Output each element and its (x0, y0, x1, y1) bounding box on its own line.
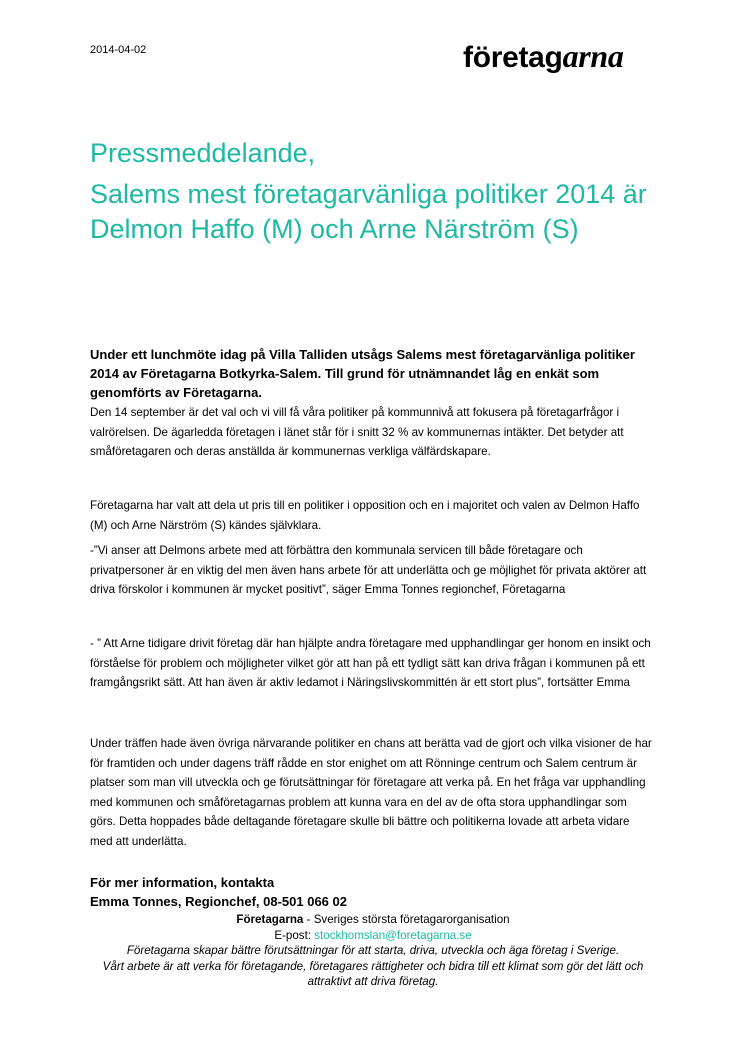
contact-block (90, 873, 347, 911)
footer-email-label: E-post: (274, 928, 315, 942)
footer-mission-2: Vårt arbete är att verka för företagande, företagares rättigheter och bidra till ett klimat som gör det lätt och attraktivt att driva företag. (102, 959, 644, 988)
headline: Salems mest företagarvänliga politiker 2014 är Delmon Haffo (M) och Arne Närström (S) (90, 179, 647, 244)
quote-paragraph: -”Vi anser att Delmons arbete med att förbättra den kommunala servicen till både företagare och privatpersoner är en viktig del men även hans arbete för att underlätta och ge möjlighet för privata aktörer att driva förskolor i kommunen är mycket positivt”, säger Emma Tonnes regionchef, Företagarna (90, 544, 647, 596)
footer-mission-1: Företagarna skapar bättre förutsättningar för att starta, driva, utveckla och äga företag i Sverige. (126, 944, 620, 957)
press-release-label: Pressmeddelande, (90, 138, 316, 168)
logo-text-part1: företag (463, 41, 563, 74)
footer (90, 912, 656, 990)
footer-org-line (90, 912, 656, 928)
press-release-date: 2014-04-02 (90, 44, 147, 56)
logo-text-part2: arna (562, 38, 624, 74)
contact-heading: För mer information, kontakta (90, 875, 275, 890)
body-paragraph: Den 14 september är det val och vi vill få våra politiker på kommunnivå att fokusera på företagarfrågor i valrörelsen. De ägarledda företagen i länet står för i snitt 32 % av kommunernas intäkter. Det betyder att småföretagaren och deras anställda är kommunernas verkliga välfärdskapare. (90, 406, 624, 458)
footer-org-tagline: - Sveriges största företagarorganisation (303, 913, 510, 926)
email-link[interactable]: stockhomslan@foretagarna.se (314, 928, 472, 942)
body-paragraph: Under träffen hade även övriga närvarande politiker en chans att berätta vad de gjort och vilka visioner de har för framtiden och under dagens träff rådde en stor enighet om att Rönninge centrum och Salem centrum är platser som man vill utveckla och ge förutsättningar för företagare att verka på. En het fråga var upphandling med kommunen och småföretagarnas problem att kunna vara en del av de ofta stora upphandlingar som görs. Detta hoppades både deltagande företagare skulle bli bättre och politikerna lovade att arbeta vidare med att underlätta. (90, 737, 652, 848)
foretagarna-logo (463, 38, 624, 75)
lead-paragraph: Under ett lunchmöte idag på Villa Talliden utsågs Salems mest företagarvänliga politiker 2014 av Företagarna Botkyrka-Salem. Till grund för utnämnandet låg en enkät som genomförts av Företagarna. (90, 347, 635, 400)
body-paragraph: Företagarna har valt att dela ut pris till en politiker i opposition och en i majoritet och valen av Delmon Haffo (M) och Arne Närström (S) kändes självklara. (90, 499, 640, 532)
footer-org-name: Företagarna (236, 913, 304, 926)
quote-paragraph: - ” Att Arne tidigare drivit företag där han hjälpte andra företagare med upphandlingar ger honom en insikt och förståelse för problem och möjligheter vilket gör att han på ett tydligt sätt kan driva frågan i kommunen på ett framgångsrikt sätt. Att han även är aktiv ledamot i Näringslivskommittén är ett stort plus”, fortsätter Emma (90, 637, 651, 689)
contact-person: Emma Tonnes, Regionchef, 08-501 066 02 (90, 894, 347, 909)
footer-email-line (90, 928, 656, 944)
